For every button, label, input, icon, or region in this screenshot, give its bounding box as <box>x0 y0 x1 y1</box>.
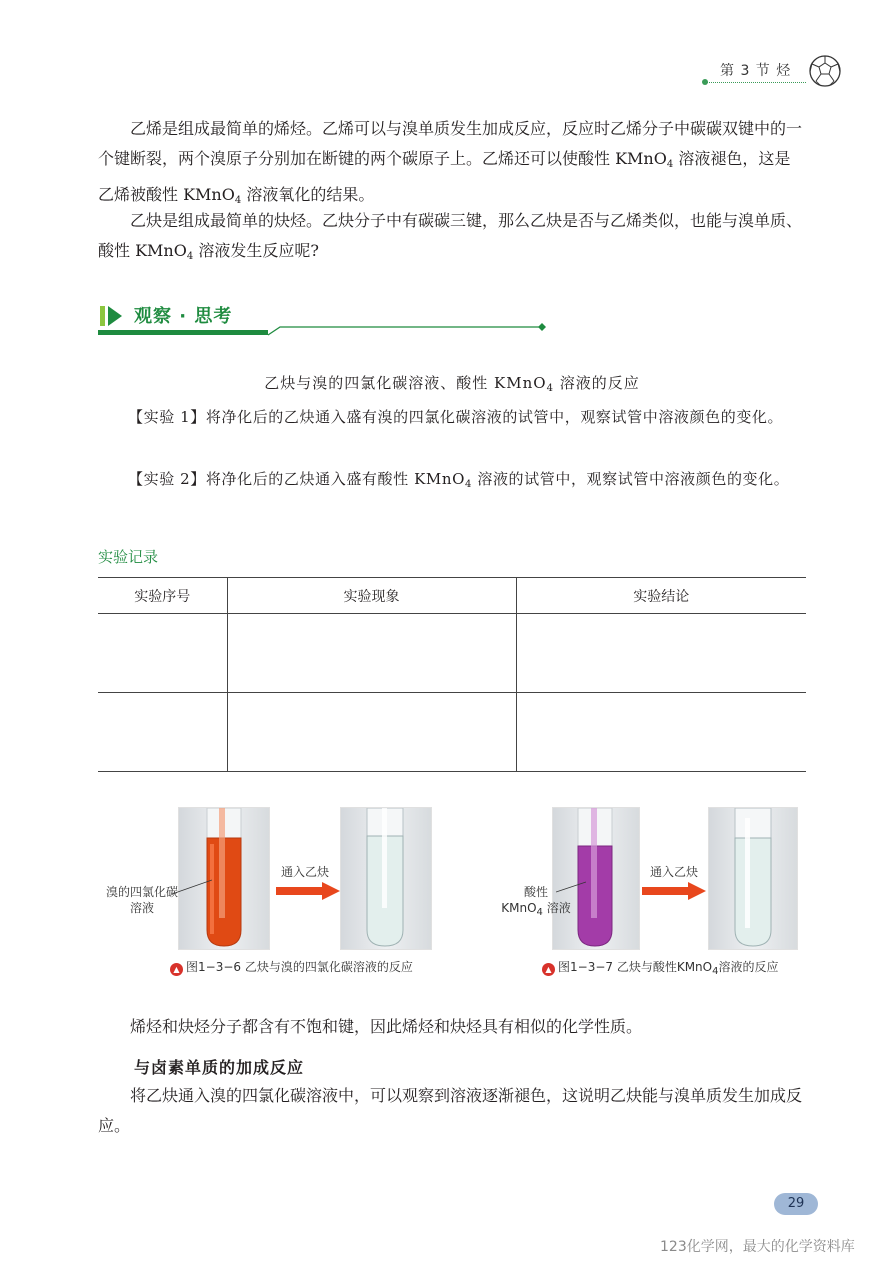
subheading: 与卤素单质的加成反应 <box>134 1058 305 1077</box>
body-paragraph: 烯烃和炔烃分子都含有不饱和键，因此烯烃和炔烃具有相似的化学性质。 <box>130 1017 643 1036</box>
page-number: 29 <box>774 1193 818 1215</box>
table-header-row <box>98 578 806 614</box>
left-arrow-label: 通入乙炔 <box>280 865 329 879</box>
section-banner <box>98 300 558 340</box>
experiment-title: 乙炔与溴的四氯化碳溶液、酸性 KMnO$_4$ 溶液的反应 <box>264 374 640 394</box>
watermark: 123化学网，最大的化学资料库 <box>660 1239 855 1255</box>
experiment-2: 【实验 2】将净化后的乙炔通入盛有酸性 KMnO$_4$ 溶液的试管中，观察试管中溶液颜色的变化。 <box>128 470 790 490</box>
table-cell[interactable] <box>98 693 227 772</box>
right-arrow-icon <box>276 882 340 900</box>
caption-marker-icon: ▲ <box>170 963 183 976</box>
table-cell[interactable] <box>98 614 227 693</box>
table-row <box>98 693 806 772</box>
clear-tube-photo-2 <box>708 807 798 950</box>
test-tube-clear <box>709 808 797 949</box>
figure-caption-2: ▲ 图1−3−7 乙炔与酸性KMnO$_4$溶液的反应 <box>542 958 779 977</box>
intro-paragraph-2: 乙炔是组成最简单的炔烃。乙炔分子中有碳碳三键，那么乙炔是否与乙烯类似，也能与溴单质、酸性 KMnO$_4$ 溶液发生反应呢? <box>98 211 803 262</box>
section-title: 观察 · 思考 <box>134 306 233 327</box>
table-cell[interactable] <box>227 614 516 693</box>
permanganate-tube-photo <box>552 807 640 950</box>
table-cell[interactable] <box>516 693 806 772</box>
caption-marker-icon: ▲ <box>542 963 555 976</box>
permanganate-label: 酸性 KMnO$_4$ 溶液 <box>501 885 571 918</box>
record-label: 实验记录 <box>98 548 159 566</box>
column-header: 实验结论 <box>516 578 806 614</box>
table-cell[interactable] <box>227 693 516 772</box>
body-paragraph: 将乙炔通入溴的四氯化碳溶液中，可以观察到溶液逐渐褪色，这说明乙炔能与溴单质发生加成反应。 <box>98 1086 803 1135</box>
table-cell[interactable] <box>516 614 806 693</box>
table-row <box>98 614 806 693</box>
test-tube-purple <box>553 808 639 949</box>
column-header: 实验序号 <box>98 578 227 614</box>
column-header: 实验现象 <box>227 578 516 614</box>
right-arrow-icon <box>642 882 706 900</box>
bromine-label: 溴的四氯化碳 溶液 <box>105 885 178 915</box>
header-rule <box>706 82 806 83</box>
chapter-heading: 第 3 节 烃 <box>720 63 792 79</box>
record-table <box>98 577 806 772</box>
right-arrow-label: 通入乙炔 <box>649 865 698 879</box>
clear-tube-photo-1 <box>340 807 432 950</box>
fullerene-icon <box>808 54 842 88</box>
bromine-leader-line <box>172 876 212 896</box>
experiment-1: 【实验 1】将净化后的乙炔通入盛有溴的四氯化碳溶液的试管中，观察试管中溶液颜色的变化。 <box>128 408 784 426</box>
test-tube-clear <box>341 808 431 949</box>
intro-paragraph-1: 乙烯是组成最简单的烯烃。乙烯可以与溴单质发生加成反应，反应时乙烯分子中碳碳双键中的一个键断裂，两个溴原子分别加在断键的两个碳原子上。乙烯还可以使酸性 KMnO$_4$ 溶液褪色，这是乙烯被酸性 KMnO$_4$ 溶液氧化的结果。 <box>98 119 803 206</box>
figure-caption-1: ▲ 图1−3−6 乙炔与溴的四氯化碳溶液的反应 <box>170 958 413 976</box>
permanganate-leader-line <box>556 880 586 894</box>
